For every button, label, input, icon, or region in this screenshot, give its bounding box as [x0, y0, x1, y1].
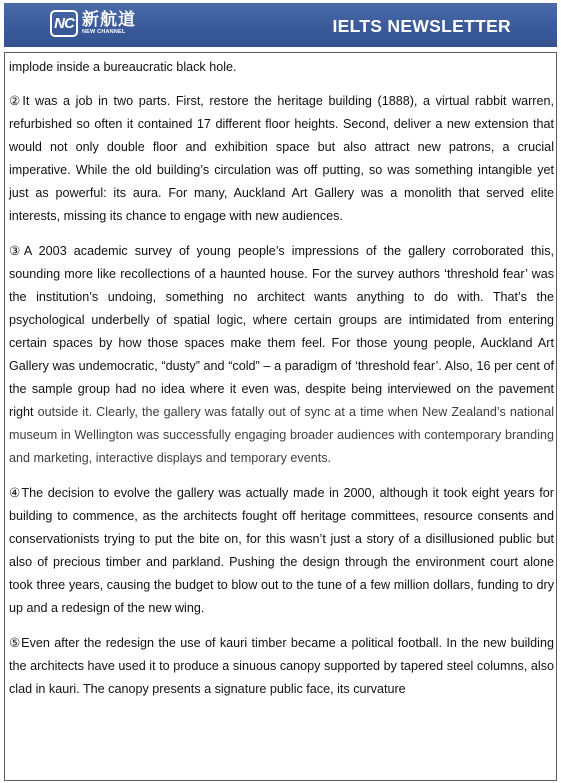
- paragraph-2: ②It was a job in two parts. First, restore the heritage building (1888), a virtual rabbit warren, refurbished so often it contained 17 different floor heights. Second, deliver a new extension that would not only double floor and exhibition space but also attract new patrons, a crucial imperative. While the old building’s circulation was off putting, so was something intangible yet just as powerful: its aura. For many, Auckland Art Gallery was a monolith that served elite interests, missing its chance to engage with new audiences.: [9, 94, 554, 223]
- paragraph-3-continued: outside it. Clearly, the gallery was fatally out of sync at a time when New Zealand’s national museum in Wellington was successfully engaging broader audiences with contemporary branding and marketing, interactive displays and temporary events.: [9, 405, 554, 465]
- paragraph-continuation: implode inside a bureaucratic black hole.: [9, 60, 237, 74]
- paragraph-4: ④The decision to evolve the gallery was actually made in 2000, although it took eight years for building to commence, as the architects fought off heritage committees, resource consents and conservationists trying to put the bite on, for this wasn’t just a story of a disillusioned public but also of precious timber and parkland. Pushing the design through the environment court alone took three years, causing the budget to blow out to the tune of a few million dollars, funding to dry up and a redesign of the new wing.: [9, 486, 554, 615]
- logo-english-name: NEW CHANNEL: [82, 29, 126, 36]
- newsletter-title: IELTS NEWSLETTER: [332, 16, 511, 36]
- paragraph-3: [9, 240, 554, 470]
- logo-chinese-name: 新航道: [82, 10, 136, 30]
- article-frame: [4, 52, 557, 781]
- article-body: [9, 56, 554, 713]
- paragraph-5: ⑤Even after the redesign the use of kauri timber became a political football. In the new building the architects have used it to produce a sinuous canopy supported by tapered steel columns, also clad in kauri. The canopy presents a signature public face, its curvature: [9, 636, 554, 696]
- new-channel-logo: [50, 10, 136, 37]
- newsletter-header: [4, 3, 557, 47]
- logo-mark: NC: [50, 10, 78, 37]
- paragraph-3-main: ③A 2003 academic survey of young people’s impressions of the gallery corroborated this, sounding more like recollections of a haunted house. For the survey authors ‘threshold fear’ was the institution’s undoing, something no architect wants anything to do with. That’s the psychological underbelly of spatial logic, where certain groups are intimidated from entering certain spaces by how those spaces make them feel. For those young people, Auckland Art Gallery was undemocratic, “dusty” and “cold” – a paradigm of ‘threshold fear’. Also, 16 per cent of the sample group had no idea where it even was, despite being interviewed on the pavement right: [9, 244, 554, 419]
